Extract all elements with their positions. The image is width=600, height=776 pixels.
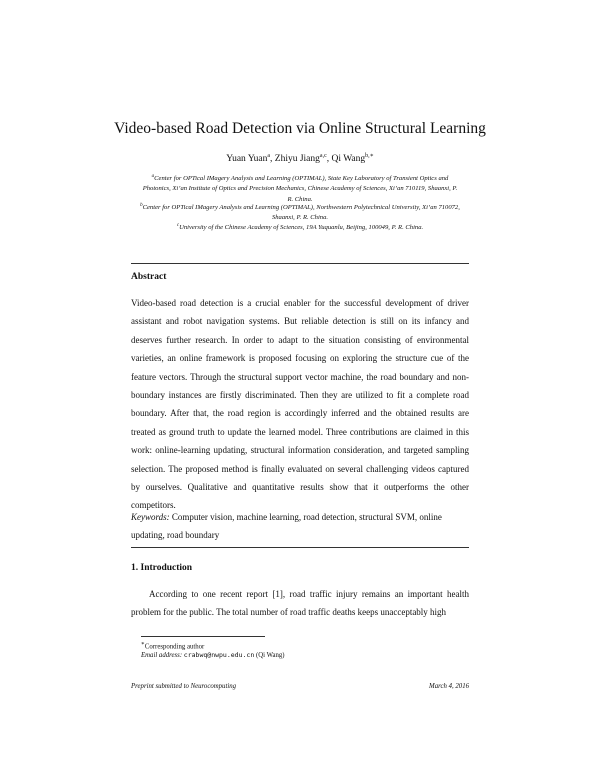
- affiliation-text: Center for OPTical IMagery Analysis and Learning (OPTIMAL), Northwestern Polytechnical University, Xi’an 710072, Shaanxi, P. R. China.: [142, 204, 460, 222]
- author-sup: b,∗: [365, 153, 374, 159]
- footnote-mark: ∗: [141, 641, 145, 647]
- footnote-email-label: Email address:: [141, 652, 183, 659]
- affiliation-sup: c: [176, 223, 180, 228]
- abstract-bottom-rule: [131, 547, 469, 548]
- affiliation: [140, 172, 460, 205]
- keywords: [131, 508, 469, 545]
- footnote-email-address[interactable]: crabwq@nwpu.edu.cn: [183, 651, 255, 659]
- author-list: Yuan Yuan$^a$, Zhiyu Jiang$^{a,c}$, Qi Wang$^{b,∗}$: [226, 153, 374, 165]
- footer-date: March 4, 2016: [429, 683, 469, 690]
- footnote-email-name: (Qi Wang): [255, 652, 285, 659]
- abstract-heading: Abstract: [131, 272, 167, 282]
- paper-title: Video-based Road Detection via Online Structural Learning: [114, 120, 486, 137]
- footnote-email: [141, 651, 285, 659]
- footnote-corresponding-text: Corresponding author: [144, 643, 205, 651]
- author-sup: a: [267, 153, 271, 159]
- abstract-top-rule: [131, 263, 469, 264]
- section-heading: 1. Introduction: [131, 563, 193, 573]
- author-sup: a,c: [319, 153, 327, 159]
- affiliation-sup: a: [151, 174, 155, 179]
- footnote-corresponding: [141, 641, 204, 650]
- intro-paragraph: [131, 585, 469, 622]
- intro-text: According to one recent report [1], road traffic injury remains an important health problem for the public. The total number of road traffic deaths keeps unacceptably high: [131, 589, 469, 618]
- affiliation-sup: b: [140, 203, 143, 208]
- footnote-rule: [141, 636, 265, 637]
- affiliation-text: University of the Chinese Academy of Sciences, 19A Yuquanlu, Beijing, 100049, P. R. China.: [179, 224, 424, 232]
- affiliation: [140, 221, 460, 233]
- keywords-label: Keywords:: [131, 512, 170, 522]
- author-name: Zhiyu Jiang: [274, 154, 320, 165]
- author-name: Qi Wang: [331, 154, 366, 165]
- abstract-text: Video-based road detection is a crucial enabler for the successful development of driver assistant and robot navigation systems. But reliable detection is still on its infancy and deserves further research. In order to adapt to the situation consisting of environmental varieties, an online framework is proposed focusing on exploring the structure cue of the feature vectors. Through the structural support vector machine, the road boundary and non-boundary instances are firstly discriminated. Then they are utilized to fit a complete road boundary. After that, the road region is accordingly inferred and the obtained results are treated as ground truth to update the learned model. Three contributions are claimed in this work: online-learning updating, structural information consideration, and targeted sampling selection. The proposed method is finally evaluated on several challenging videos captured by ourselves. Qualitative and quantitative results show that it outperforms the other competitors.: [131, 298, 469, 511]
- footer-preprint: Preprint submitted to Neurocomputing: [131, 683, 237, 690]
- keywords-text: Computer vision, machine learning, road detection, structural SVM, online updating, road boundary: [131, 512, 442, 541]
- author-name: Yuan Yuan: [226, 154, 268, 165]
- affiliation-text: Center for OPTical IMagery Analysis and Learning (OPTIMAL), State Key Laboratory of Transient Optics and Photonics, Xi’an Institute of Optics and Precision Mechanics, Chinese Academy of Sciences, Xi’an 710119, Shaanxi, P. R. China.: [142, 175, 458, 203]
